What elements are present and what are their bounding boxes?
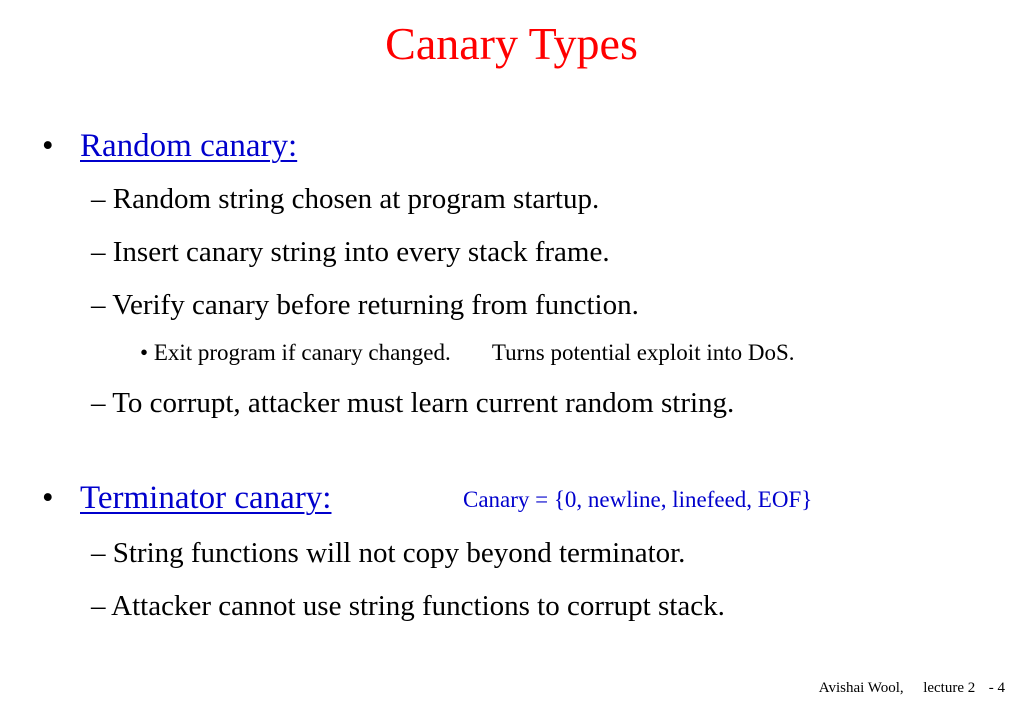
sub-item-exit-program (140, 339, 795, 367)
list-item-random-4 (91, 385, 734, 421)
sub-bullet-mark: • (140, 340, 149, 365)
footer-page-number: - 4 (988, 680, 1005, 696)
list-item-text: Verify canary before returning from function. (112, 289, 639, 321)
slide-title-text: Canary Types (385, 18, 638, 69)
footer-author: Avishai Wool, (818, 680, 904, 696)
slide-footer (819, 678, 1005, 698)
dash-mark: – (91, 590, 106, 622)
bullet-random-canary: • (42, 128, 54, 164)
list-item-text: Insert canary string into every stack frame. (112, 236, 610, 268)
dash-mark: – (91, 387, 106, 419)
slide-title (0, 14, 1023, 74)
list-item-terminator-2 (91, 588, 725, 624)
list-item-terminator-1 (91, 535, 685, 571)
dash-mark: – (91, 537, 106, 569)
heading-terminator-canary[interactable]: Terminator canary: (80, 480, 332, 516)
dash-mark: – (91, 236, 106, 268)
terminator-canary-definition: Canary = {0, newline, linefeed, EOF} (463, 487, 813, 512)
dash-mark: – (91, 183, 106, 215)
dash-mark: – (91, 289, 106, 321)
list-item-random-3 (91, 287, 639, 323)
list-item-text: To corrupt, attacker must learn current random string. (112, 387, 735, 419)
list-item-text: Random string chosen at program startup. (112, 183, 600, 215)
footer-lecture: lecture 2 (923, 680, 976, 696)
bullet-terminator-canary: • (42, 480, 54, 516)
list-item-random-2 (91, 234, 610, 270)
sub-item-text: Exit program if canary changed. (153, 340, 451, 365)
list-item-random-1 (91, 181, 599, 217)
heading-random-canary[interactable]: Random canary: (80, 128, 298, 164)
list-item-text: Attacker cannot use string functions to corrupt stack. (111, 590, 725, 622)
sub-item-note: Turns potential exploit into DoS. (491, 340, 795, 365)
list-item-text: String functions will not copy beyond terminator. (112, 537, 686, 569)
